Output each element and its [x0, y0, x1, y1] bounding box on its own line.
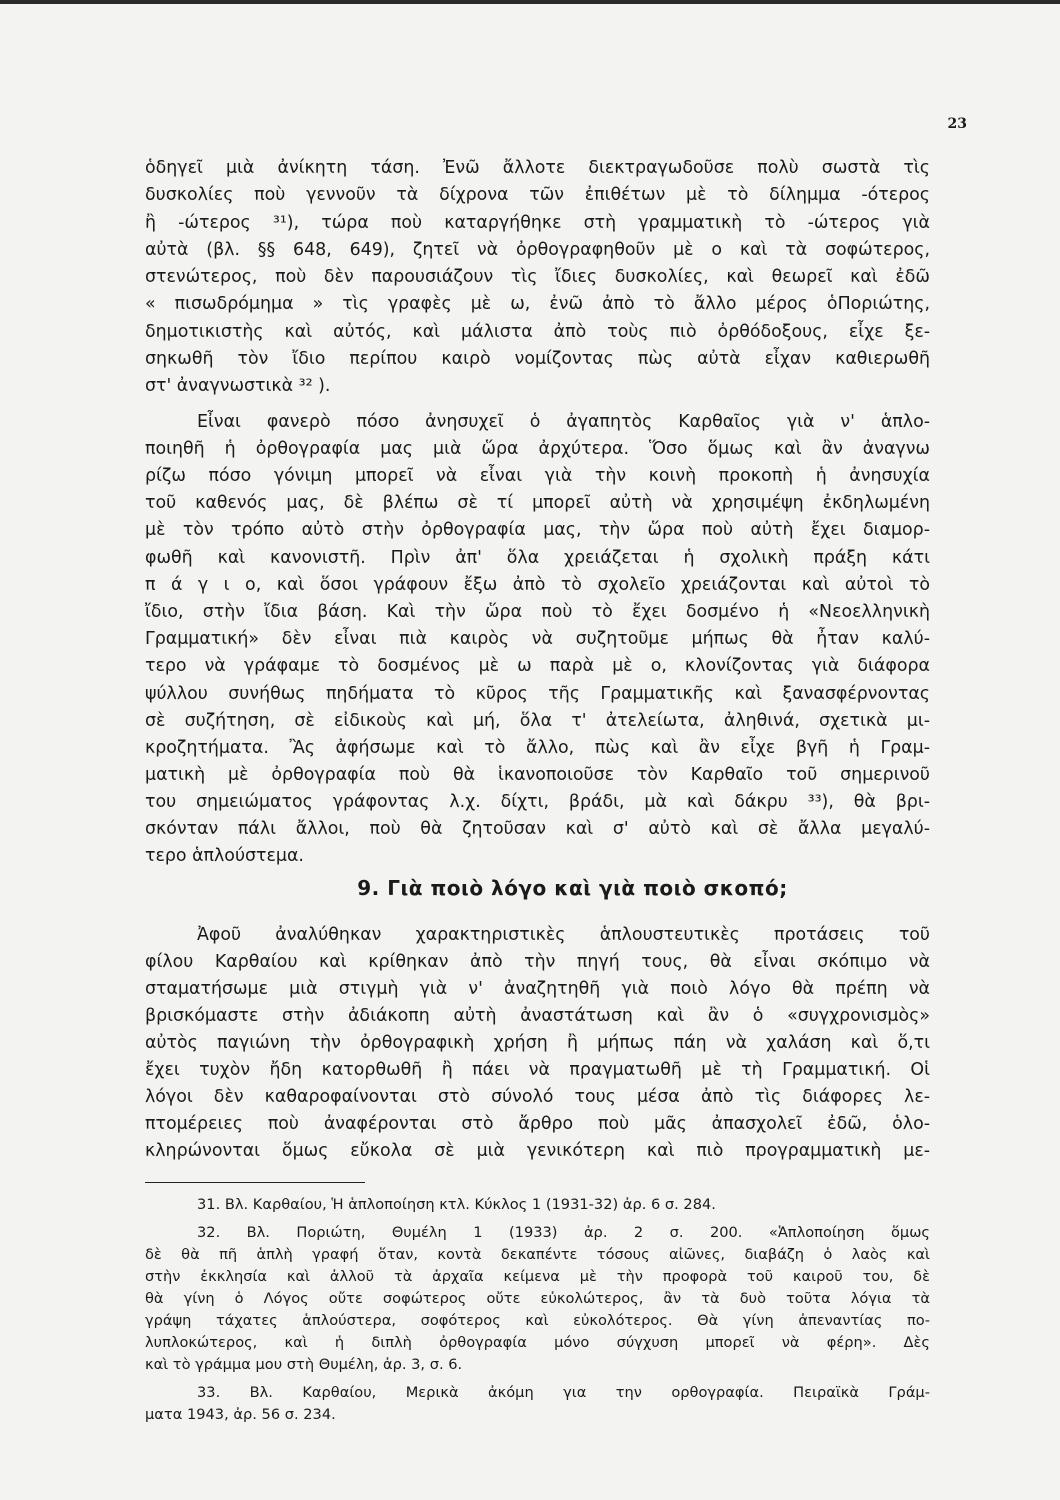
body-line: ψύλλου συνήθως πηδήματα τὸ κῦρος τῆς Γραμματικῆς καὶ ξανασφέρνοντας [145, 684, 930, 704]
footnote-line: στὴν ἐκκλησία καὶ ἀλλοῦ τὰ ἀρχαῖα κείμενα μὲ τὴν προφορὰ τοῦ καιροῦ του, δὲ [145, 1268, 930, 1285]
footnote-line: ματα 1943, ἀρ. 56 σ. 234. [145, 1406, 336, 1423]
body-line: ἢ -ώτερος ³¹), τώρα ποὺ καταργήθηκε στὴ γραμματικὴ τὸ -ώτερος γιὰ [145, 213, 930, 233]
body-line: δυσκολίες ποὺ γεννοῦν τὰ δίχρονα τῶν ἐπιθέτων μὲ τὸ δίλημμα -ότερος [145, 185, 930, 205]
footnote-rule [145, 1182, 365, 1183]
footnote-line: γράψη τάχατες ἁπλούστερα, σοφότερος καὶ εὐκολότερος. Θὰ γίνη ἀπεναντίας πο- [145, 1312, 930, 1329]
footnote-line: λυπλοκώτερος, καὶ ἡ διπλὴ ὀρθογραφία μόνο σύγχυση μπορεῖ νὰ φέρη». Δὲς [145, 1334, 930, 1351]
body-line: ματικὴ μὲ ὀρθογραφία ποὺ θὰ ἱκανοποιοῦσε τὸν Καρθαῖο τοῦ σημερινοῦ [145, 765, 930, 785]
footnote-line: 32. Βλ. Ποριώτη, Θυμέλη 1 (1933) ἀρ. 2 σ. 200. «Ἁπλοποίηση ὅμως [197, 1224, 930, 1241]
body-line: Γραμματική» δὲν εἶναι πιὰ καιρὸς νὰ συζητοῦμε μήπως θὰ ἦταν καλύ- [145, 629, 930, 649]
body-line: στ' ἀναγνωστικὰ ³² ). [145, 376, 331, 396]
body-line: ρίζω πόσο γόνιμη μπορεῖ νὰ εἶναι γιὰ τὴν κοινὴ προκοπὴ ἡ ἀνησυχία [145, 466, 930, 486]
footnote-line: 33. Βλ. Καρθαίου, Μερικὰ ἀκόμη για την ορθογραφία. Πειραϊκὰ Γράμ- [197, 1384, 930, 1401]
body-line: σηκωθῆ τὸν ἴδιο περίπου καιρὸ νομίζοντας πὼς αὐτὰ εἶχαν καθιερωθῆ [145, 349, 930, 369]
body-line: « πισωδρόμημα » τὶς γραφὲς μὲ ω, ἐνῶ ἀπὸ τὸ ἄλλο μέρος ὁΠοριώτης, [145, 294, 930, 314]
body-line: του σημειώματος γράφοντας λ.χ. δίχτι, βράδι, μὰ καὶ δάκρυ ³³), θὰ βρι- [145, 792, 930, 812]
section-line: κληρώνονται ὅμως εὔκολα σὲ μιὰ γενικότερη καὶ πιὸ προγραμματικὴ με- [145, 1141, 930, 1161]
section-line: πτομέρειες ποὺ ἀναφέρονται στὸ ἄρθρο ποὺ μᾶς ἀπασχολεῖ ἐδῶ, ὁλο- [145, 1114, 930, 1134]
footnote-line: δὲ θὰ πῆ ἁπλὴ γραφή ὅταν, κοντὰ δεκαπέντε τόσους αἰῶνες, διαβάζη ὁ λαὸς καὶ [145, 1246, 930, 1263]
body-line: τοῦ καθενός μας, δὲ βλέπω σὲ τί μπορεῖ αὐτὴ νὰ χρησιμέψη ἐκδηλωμένη [145, 493, 930, 513]
section-line: φίλου Καρθαίου καὶ κρίθηκαν ἀπὸ τὴν πηγή τους, θὰ εἶναι σκόπιμο νὰ [145, 952, 930, 972]
page-top-edge [0, 0, 1060, 4]
body-line: τερο ἁπλούστεμα. [145, 846, 304, 866]
page-number: 23 [947, 116, 967, 132]
body-line: π ά γ ι ο, καὶ ὅσοι γράφουν ἔξω ἀπὸ τὸ σχολεῖο χρειάζονται καὶ αὐτοὶ τὸ [145, 575, 930, 595]
body-line: ἴδιο, στὴν ἴδια βάση. Καὶ τὴν ὥρα ποὺ τὸ ἔχει δοσμένο ἡ «Νεοελληνικὴ [145, 602, 930, 622]
body-line: τερο νὰ γράφαμε τὸ δοσμένος μὲ ω παρὰ μὲ ο, κλονίζοντας γιὰ διάφορα [145, 656, 930, 676]
body-line: φωθῆ καὶ κανονιστῆ. Πρὶν ἀπ' ὅλα χρειάζεται ἡ σχολικὴ πράξη κάτι [145, 548, 930, 568]
body-line: ποιηθῆ ἡ ὀρθογραφία μας μιὰ ὥρα ἀρχύτερα. Ὅσο ὅμως καὶ ἂν ἀναγνω [145, 439, 930, 459]
body-line: δημοτικιστὴς καὶ αὐτός, καὶ μάλιστα ἀπὸ τοὺς πιὸ ὀρθόδοξους, εἶχε ξε- [145, 322, 930, 342]
footnote-line: θὰ γίνη ὁ Λόγος οὔτε σοφώτερος οὔτε εὐκολώτερος, ἂν τὰ δυὸ τοῦτα λόγια τὰ [145, 1290, 930, 1307]
body-line: μὲ τὸν τρόπο αὐτὸ στὴν ὀρθογραφία μας, τὴν ὥρα ποὺ αὐτὴ ἔχει διαμορ- [145, 520, 930, 540]
section-line: αὐτὸς παγιώνη τὴν ὀρθογραφικὴ χρήση ἢ μήπως πάη νὰ χαλάση καὶ ὅ,τι [145, 1033, 930, 1053]
body-line: σὲ συζήτηση, σὲ εἰδικοὺς καὶ μή, ὅλα τ' ἀτελείωτα, ἀληθινά, σχετικὰ μι- [145, 711, 930, 731]
section-line: Ἀφοῦ ἀναλύθηκαν χαρακτηριστικὲς ἁπλουστευτικὲς προτάσεις τοῦ [197, 925, 930, 945]
body-line: κροζητήματα. Ἂς ἀφήσωμε καὶ τὸ ἄλλο, πὼς καὶ ἂν εἶχε βγῆ ἡ Γραμ- [145, 738, 930, 758]
footnote-line: 31. Βλ. Καρθαίου, Ἡ ἁπλοποίηση κτλ. Κύκλος 1 (1931-32) ἀρ. 6 σ. 284. [197, 1196, 716, 1213]
body-line: σκόνταν πάλι ἄλλοι, ποὺ θὰ ζητοῦσαν καὶ σ' αὐτὸ καὶ σὲ ἄλλα μεγαλύ- [145, 819, 930, 839]
section-line: λόγοι δὲν καθαροφαίνονται στὸ σύνολό τους μέσα ἀπὸ τὶς διάφορες λε- [145, 1087, 930, 1107]
section-heading: 9. Γιὰ ποιὸ λόγο καὶ γιὰ ποιὸ σκοπό; [357, 876, 788, 900]
body-line: Εἶναι φανερὸ πόσο ἀνησυχεῖ ὁ ἀγαπητὸς Καρθαῖος γιὰ ν' ἁπλο- [197, 412, 930, 432]
body-line: στενώτερος, ποὺ δὲν παρουσιάζουν τὶς ἴδιες δυσκολίες, καὶ θεωρεῖ καὶ ἐδῶ [145, 267, 930, 287]
section-line: σταματήσωμε μιὰ στιγμὴ γιὰ ν' ἀναζητηθῆ γιὰ ποιὸ λόγο θὰ πρέπη νὰ [145, 979, 930, 999]
section-line: βρισκόμαστε στὴν ἀδιάκοπη αὐτὴ ἀναστάτωση καὶ ἂν ὁ «συγχρονισμὸς» [145, 1006, 930, 1026]
footnote-line: καὶ τὸ γράμμα μου στὴ Θυμέλη, ἀρ. 3, σ. 6. [145, 1356, 463, 1373]
section-line: ἔχει τυχὸν ἤδη κατορθωθῆ ἢ πάει νὰ πραγματωθῆ μὲ τὴ Γραμματική. Οἱ [145, 1060, 930, 1080]
body-line: αὐτὰ (βλ. §§ 648, 649), ζητεῖ νὰ ὀρθογραφηθοῦν μὲ ο καὶ τὰ σοφώτερος, [145, 240, 930, 260]
body-line: ὁδηγεῖ μιὰ ἀνίκητη τάση. Ἐνῶ ἄλλοτε διεκτραγωδοῦσε πολὺ σωστὰ τὶς [145, 158, 930, 178]
